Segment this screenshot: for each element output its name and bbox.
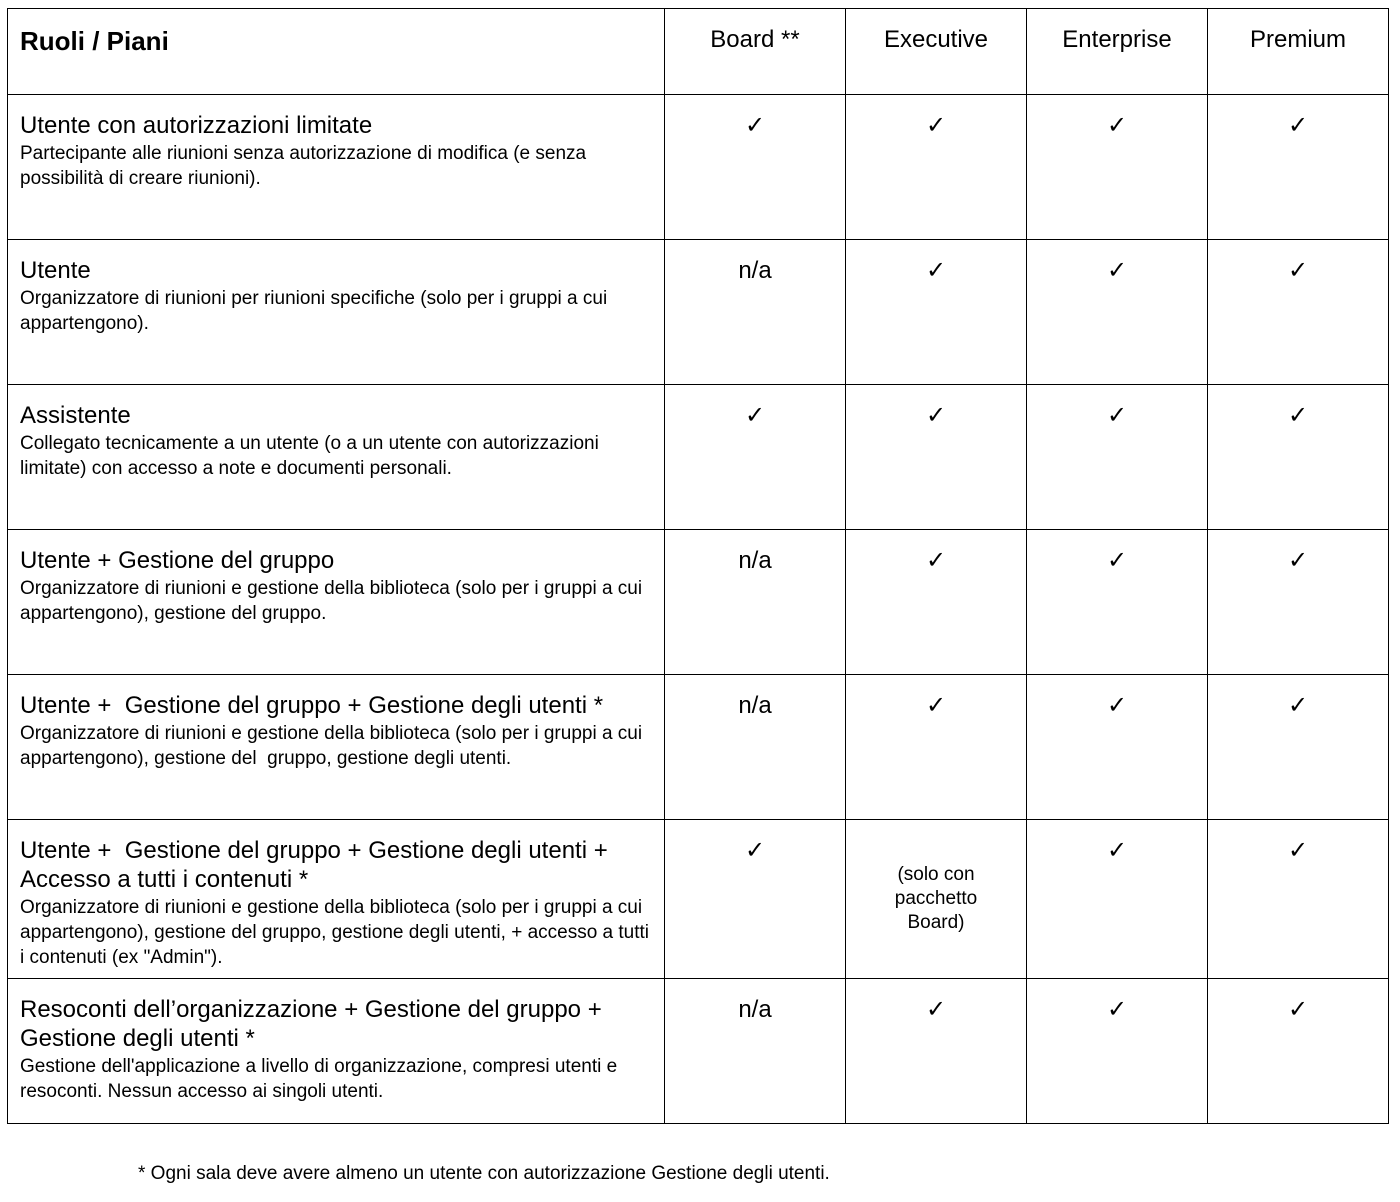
roles-plans-table: [7, 8, 1389, 1124]
role-cell: [8, 95, 665, 240]
table-header-row: [8, 9, 1389, 95]
checkmark-icon: ✓: [1106, 836, 1128, 864]
cell-executive: [846, 95, 1027, 240]
role-title: Utente: [20, 257, 91, 284]
not-available-text: n/a: [738, 996, 772, 1023]
role-title: Utente + Gestione del gruppo + Gestione degli utenti + Accesso a tutti i contenuti *: [20, 837, 614, 893]
role-description: Organizzatore di riunioni e gestione della biblioteca (solo per i gruppi a cui appartengono), gestione del gruppo, gestione degli utenti, + accesso a tutti i contenuti (ex "Admin").: [20, 897, 650, 968]
table-row: [8, 95, 1389, 240]
role-description: Gestione dell'applicazione a livello di organizzazione, compresi utenti e resoconti. Nessun accesso ai singoli utenti.: [20, 1056, 618, 1102]
role-cell: [8, 530, 665, 675]
cell-premium: [1208, 820, 1389, 979]
role-cell: [8, 820, 665, 979]
role-title: Utente + Gestione del gruppo: [20, 547, 335, 574]
role-cell: [8, 675, 665, 820]
cell-executive: [846, 820, 1027, 979]
checkmark-icon: ✓: [1106, 691, 1128, 719]
cell-enterprise: [1027, 530, 1208, 675]
cell-board: [665, 240, 846, 385]
role-cell: [8, 240, 665, 385]
table-row: [8, 530, 1389, 675]
cell-executive: [846, 675, 1027, 820]
roles-plans-table-container: [7, 8, 1388, 1124]
role-description: Organizzatore di riunioni e gestione della biblioteca (solo per i gruppi a cui appartengono), gestione del gruppo, gestione degli utenti.: [20, 723, 648, 769]
board-package-note: (solo con pacchetto Board): [894, 864, 978, 933]
header-plan-premium: Premium: [1208, 9, 1389, 95]
cell-enterprise: [1027, 820, 1208, 979]
role-title: Utente con autorizzazioni limitate: [20, 112, 373, 139]
checkmark-icon: ✓: [925, 401, 947, 429]
cell-executive: [846, 385, 1027, 530]
not-available-text: n/a: [738, 547, 772, 574]
role-title: Utente + Gestione del gruppo + Gestione degli utenti *: [20, 692, 604, 719]
checkmark-icon: ✓: [1287, 836, 1309, 864]
checkmark-icon: ✓: [744, 836, 766, 864]
checkmark-icon: ✓: [925, 256, 947, 284]
checkmark-icon: ✓: [925, 111, 947, 139]
role-description: Partecipante alle riunioni senza autorizzazione di modifica (e senza possibilità di creare riunioni).: [20, 143, 587, 189]
header-plan-enterprise: Enterprise: [1027, 9, 1208, 95]
not-available-text: n/a: [738, 692, 772, 719]
cell-premium: [1208, 675, 1389, 820]
cell-enterprise: [1027, 240, 1208, 385]
checkmark-icon: ✓: [1106, 256, 1128, 284]
cell-executive: [846, 530, 1027, 675]
checkmark-icon: ✓: [1287, 546, 1309, 574]
table-row: [8, 675, 1389, 820]
table-row: [8, 979, 1389, 1124]
cell-premium: [1208, 979, 1389, 1124]
checkmark-icon: ✓: [1106, 111, 1128, 139]
cell-board: [665, 675, 846, 820]
cell-premium: [1208, 95, 1389, 240]
checkmark-icon: ✓: [1106, 995, 1128, 1023]
checkmark-icon: ✓: [925, 995, 947, 1023]
role-description: Organizzatore di riunioni per riunioni specifiche (solo per i gruppi a cui appartengono).: [20, 288, 608, 334]
header-plan-board: Board **: [665, 9, 846, 95]
cell-board: [665, 95, 846, 240]
cell-executive: [846, 979, 1027, 1124]
cell-enterprise: [1027, 95, 1208, 240]
footnote: * Ogni sala deve avere almeno un utente con autorizzazione Gestione degli utenti.: [138, 1163, 830, 1184]
cell-board: [665, 530, 846, 675]
cell-premium: [1208, 240, 1389, 385]
header-roles-plans: Ruoli / Piani: [8, 9, 665, 95]
table-row: [8, 385, 1389, 530]
checkmark-icon: ✓: [1287, 256, 1309, 284]
role-cell: [8, 979, 665, 1124]
cell-premium: [1208, 530, 1389, 675]
cell-executive: [846, 240, 1027, 385]
cell-enterprise: [1027, 675, 1208, 820]
cell-board: [665, 820, 846, 979]
role-title: Assistente: [20, 402, 131, 429]
role-description: Collegato tecnicamente a un utente (o a un utente con autorizzazioni limitate) con accesso a note e documenti personali.: [20, 433, 599, 479]
checkmark-icon: ✓: [1287, 691, 1309, 719]
not-available-text: n/a: [738, 257, 772, 284]
checkmark-icon: ✓: [1287, 111, 1309, 139]
role-cell: [8, 385, 665, 530]
cell-board: [665, 385, 846, 530]
cell-premium: [1208, 385, 1389, 530]
cell-enterprise: [1027, 385, 1208, 530]
header-plan-executive: Executive: [846, 9, 1027, 95]
cell-board: [665, 979, 846, 1124]
checkmark-icon: ✓: [925, 546, 947, 574]
role-description: Organizzatore di riunioni e gestione della biblioteca (solo per i gruppi a cui appartengono), gestione del gruppo.: [20, 578, 643, 624]
table-row: [8, 240, 1389, 385]
checkmark-icon: ✓: [744, 401, 766, 429]
checkmark-icon: ✓: [925, 691, 947, 719]
checkmark-icon: ✓: [1106, 401, 1128, 429]
cell-enterprise: [1027, 979, 1208, 1124]
checkmark-icon: ✓: [1287, 401, 1309, 429]
checkmark-icon: ✓: [1287, 995, 1309, 1023]
role-title: Resoconti dell’organizzazione + Gestione del gruppo + Gestione degli utenti *: [20, 996, 602, 1052]
table-row: [8, 820, 1389, 979]
checkmark-icon: ✓: [744, 111, 766, 139]
checkmark-icon: ✓: [1106, 546, 1128, 574]
